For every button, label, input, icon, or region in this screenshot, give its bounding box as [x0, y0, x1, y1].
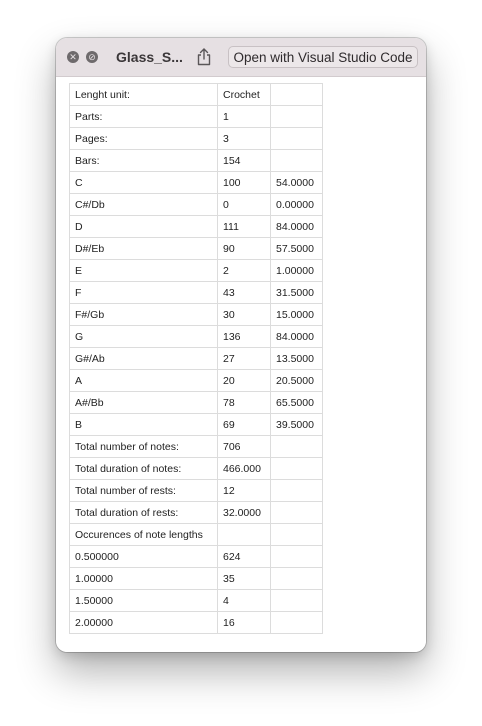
window-title: Glass_S... — [116, 49, 183, 65]
table-cell — [271, 568, 323, 590]
table-row — [70, 326, 323, 348]
table-cell: 2.00000 — [70, 612, 218, 634]
table-cell — [271, 612, 323, 634]
table-cell: 35 — [218, 568, 271, 590]
table-row — [70, 172, 323, 194]
table-cell: 39.5000 — [271, 414, 323, 436]
table-cell: 30 — [218, 304, 271, 326]
table-row — [70, 370, 323, 392]
table-cell: 78 — [218, 392, 271, 414]
share-icon[interactable] — [195, 47, 213, 67]
table-cell: Lenght unit: — [70, 84, 218, 106]
table-cell: F#/Gb — [70, 304, 218, 326]
table-cell: 2 — [218, 260, 271, 282]
table-cell — [271, 106, 323, 128]
table-cell: A#/Bb — [70, 392, 218, 414]
table-row — [70, 436, 323, 458]
table-row — [70, 392, 323, 414]
table-cell: D#/Eb — [70, 238, 218, 260]
table-cell — [271, 84, 323, 106]
table-cell: 1.00000 — [70, 568, 218, 590]
table-cell: Parts: — [70, 106, 218, 128]
table-cell: B — [70, 414, 218, 436]
table-row — [70, 194, 323, 216]
table-cell: 0.00000 — [271, 194, 323, 216]
table-row — [70, 238, 323, 260]
table-row — [70, 304, 323, 326]
table-cell: 15.0000 — [271, 304, 323, 326]
table-cell: 624 — [218, 546, 271, 568]
table-cell — [271, 128, 323, 150]
table-row — [70, 568, 323, 590]
table-cell: Total duration of notes: — [70, 458, 218, 480]
table-cell: 31.5000 — [271, 282, 323, 304]
table-cell: 20 — [218, 370, 271, 392]
table-cell: A — [70, 370, 218, 392]
table-cell — [271, 458, 323, 480]
table-row — [70, 458, 323, 480]
close-icon[interactable]: ✕ — [67, 51, 79, 63]
table-cell: 0 — [218, 194, 271, 216]
table-row — [70, 524, 323, 546]
table-row — [70, 480, 323, 502]
table-cell — [271, 502, 323, 524]
table-cell: G#/Ab — [70, 348, 218, 370]
table-row — [70, 128, 323, 150]
table-cell: 84.0000 — [271, 326, 323, 348]
table-cell: G — [70, 326, 218, 348]
table-cell: D — [70, 216, 218, 238]
table-cell: 12 — [218, 480, 271, 502]
table-cell: 100 — [218, 172, 271, 194]
table-row — [70, 348, 323, 370]
table-row — [70, 84, 323, 106]
table-row — [70, 282, 323, 304]
table-cell — [218, 524, 271, 546]
table-cell: Occurences of note lengths — [70, 524, 218, 546]
table-cell: E — [70, 260, 218, 282]
table-cell: Total number of notes: — [70, 436, 218, 458]
table-cell: 27 — [218, 348, 271, 370]
table-cell: 13.5000 — [271, 348, 323, 370]
statistics-table — [69, 83, 323, 634]
fullscreen-icon[interactable]: ⊘ — [86, 51, 98, 63]
table-row — [70, 106, 323, 128]
table-cell: 1.00000 — [271, 260, 323, 282]
table-cell: 84.0000 — [271, 216, 323, 238]
file-preview[interactable] — [56, 77, 426, 652]
table-row — [70, 414, 323, 436]
table-cell: C — [70, 172, 218, 194]
table-cell: 706 — [218, 436, 271, 458]
title-bar[interactable] — [56, 38, 426, 77]
table-cell: 54.0000 — [271, 172, 323, 194]
table-cell: 69 — [218, 414, 271, 436]
table-cell: 16 — [218, 612, 271, 634]
table-row — [70, 546, 323, 568]
table-cell: 1 — [218, 106, 271, 128]
table-cell: 43 — [218, 282, 271, 304]
table-cell — [271, 150, 323, 172]
table-cell — [271, 524, 323, 546]
table-row — [70, 260, 323, 282]
table-cell: Crochet — [218, 84, 271, 106]
table-row — [70, 612, 323, 634]
table-cell — [271, 436, 323, 458]
table-cell: F — [70, 282, 218, 304]
table-cell: Total number of rests: — [70, 480, 218, 502]
table-cell — [271, 546, 323, 568]
table-cell: 1.50000 — [70, 590, 218, 612]
table-cell: 32.0000 — [218, 502, 271, 524]
table-cell: 0.500000 — [70, 546, 218, 568]
table-cell: 57.5000 — [271, 238, 323, 260]
table-cell: 136 — [218, 326, 271, 348]
table-cell: C#/Db — [70, 194, 218, 216]
table-cell: 90 — [218, 238, 271, 260]
table-cell — [271, 590, 323, 612]
table-row — [70, 216, 323, 238]
table-cell: 4 — [218, 590, 271, 612]
table-cell: Bars: — [70, 150, 218, 172]
table-cell: 65.5000 — [271, 392, 323, 414]
table-row — [70, 590, 323, 612]
table-cell: 154 — [218, 150, 271, 172]
table-cell: 111 — [218, 216, 271, 238]
table-cell — [271, 480, 323, 502]
table-row — [70, 150, 323, 172]
quicklook-window — [56, 38, 426, 652]
table-cell: 3 — [218, 128, 271, 150]
open-with-vscode-button[interactable]: Open with Visual Studio Code — [228, 46, 418, 68]
table-cell: 20.5000 — [271, 370, 323, 392]
table-cell: Pages: — [70, 128, 218, 150]
table-cell: Total duration of rests: — [70, 502, 218, 524]
table-row — [70, 502, 323, 524]
table-cell: 466.000 — [218, 458, 271, 480]
